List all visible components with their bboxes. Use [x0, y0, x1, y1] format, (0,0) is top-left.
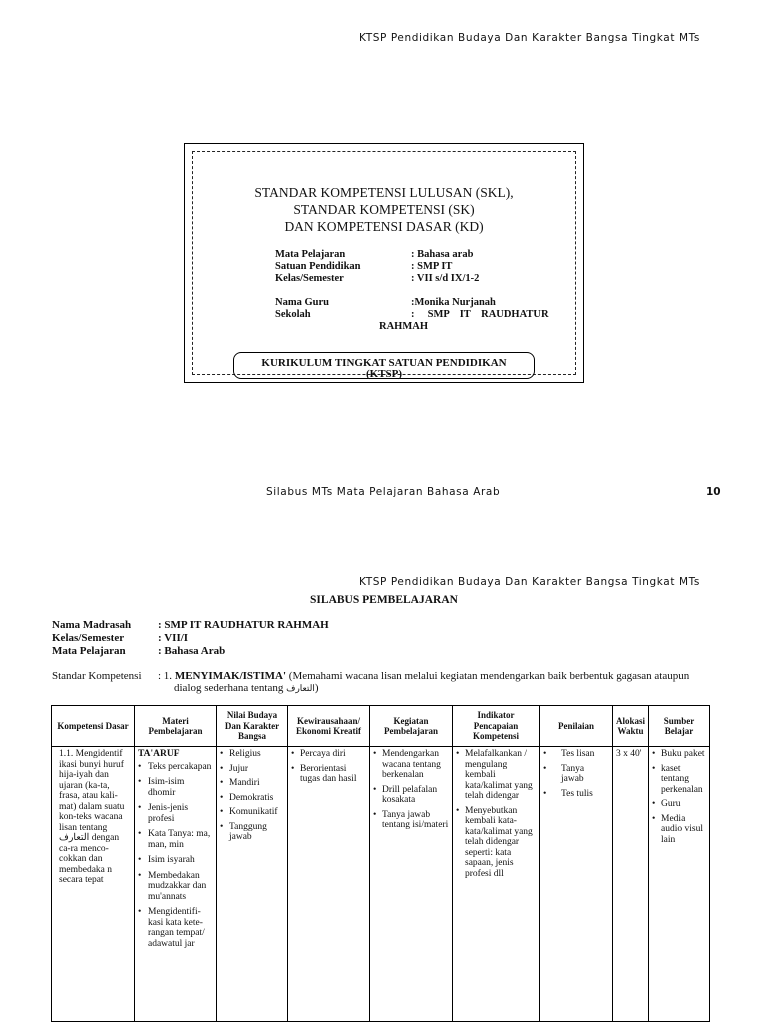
cell-materi	[135, 747, 217, 1022]
col-header: Alokasi Waktu	[613, 706, 649, 747]
kurikulum-label: KURIKULUM TINGKAT SATUAN PENDIDIKAN	[261, 357, 507, 369]
cover-frame	[184, 143, 584, 383]
list-item: • Jujur	[220, 764, 284, 775]
page-footer: Silabus MTs Mata Pelajaran Bahasa Arab	[266, 486, 501, 498]
kegiatan-list	[373, 749, 449, 831]
cover-title-line: STANDAR KOMPETENSI (SK)	[293, 202, 475, 217]
cover-title-line: DAN KOMPETENSI DASAR (KD)	[284, 219, 484, 234]
kewirausahaan-list	[291, 749, 366, 785]
page-header-2: KTSP Pendidikan Budaya Dan Karakter Bangsa Tingkat MTs	[359, 576, 700, 588]
list-item: • Tanya jawab tentang isi/materi	[373, 810, 449, 831]
list-item: • Komunikatif	[220, 807, 284, 818]
cover-title-line: STANDAR KOMPETENSI LULUSAN (SKL),	[254, 185, 514, 200]
syllabus-table	[51, 705, 710, 1022]
cover-field-sekolah-cont: RAHMAH	[379, 321, 428, 332]
cell-nilai-budaya	[217, 747, 288, 1022]
list-item: • Religius	[220, 749, 284, 760]
info-madrasah: Nama Madrasah : SMP IT RAUDHATUR RAHMAH	[52, 619, 329, 631]
list-item: • Tes lisan	[543, 749, 609, 760]
kurikulum-box	[233, 352, 535, 379]
col-header: Penilaian	[540, 706, 613, 747]
info-mapel: Mata Pelajaran : Bahasa Arab	[52, 645, 226, 657]
list-item: • Buku paket	[652, 749, 706, 760]
list-item: • Drill pelafalan kosakata	[373, 785, 449, 806]
cover-title	[193, 184, 575, 235]
cell-penilaian	[540, 747, 613, 1022]
list-item: • Tanggung jawab	[220, 822, 284, 843]
cell-sumber	[649, 747, 710, 1022]
page-header: KTSP Pendidikan Budaya Dan Karakter Bangsa Tingkat MTs	[359, 32, 700, 44]
info-kelas: Kelas/Semester : VII/I	[52, 632, 189, 644]
list-item: • Berorientasi tugas dan hasil	[291, 764, 366, 785]
cell-kewirausahaan	[288, 747, 370, 1022]
col-header: Indikator Pencapaian Kompetensi	[453, 706, 540, 747]
list-item: • Jenis-jenis profesi	[138, 803, 213, 824]
list-item: • Tanya jawab	[543, 764, 609, 785]
cover-inner-frame	[192, 151, 576, 380]
col-header: Kompetensi Dasar	[52, 706, 135, 747]
sk-value: : 1. MENYIMAK/ISTIMA' (Memahami wacana lisan melalui kegiatan mendengarkan baik berbentuk gagasan ataupun dialog sederhana tentang التعارف)	[158, 670, 690, 694]
cover-field-mapel: Mata Pelajaran : Bahasa arab	[275, 249, 474, 260]
cover-field-satuan: Satuan Pendidikan : SMP IT	[275, 261, 453, 272]
cell-indikator	[453, 747, 540, 1022]
list-item: • Mendengarkan wacana tentang berkenalan	[373, 749, 449, 781]
list-item: • Percaya diri	[291, 749, 366, 760]
standar-kompetensi	[52, 670, 712, 694]
list-item: • Demokratis	[220, 793, 284, 804]
list-item: • Mengidentifi-kasi kata kete-rangan tempat/ adawatul jar	[138, 907, 213, 949]
list-item: • Media audio visul lain	[652, 814, 706, 846]
sk-label: Standar Kompetensi	[52, 670, 142, 682]
kurikulum-abbr: (KTSP)	[365, 368, 403, 380]
materi-list	[138, 762, 213, 950]
penilaian-list	[543, 749, 609, 799]
col-header: Sumber Belajar	[649, 706, 710, 747]
materi-heading: TA'ARUF	[138, 749, 180, 759]
list-item: • Guru	[652, 799, 706, 810]
cover-field-guru: Nama Guru :Monika Nurjanah	[275, 297, 496, 308]
col-header: Materi Pembelajaran	[135, 706, 217, 747]
silabus-title: SILABUS PEMBELAJARAN	[310, 594, 458, 606]
table-header-row	[52, 706, 710, 747]
list-item: • Menyebutkan kembali kata-kata/kalimat yang telah didengar seperti: kata sapaan, jenis profesi dll	[456, 806, 536, 880]
sumber-list	[652, 749, 706, 845]
cover-field-sekolah: Sekolah : SMP IT RAUDHATUR	[275, 309, 549, 320]
indikator-list	[456, 749, 536, 879]
col-header: Kegiatan Pembelajaran	[370, 706, 453, 747]
list-item: • Membedakan mudzakkar dan mu'annats	[138, 871, 213, 903]
col-header: Nilai Budaya Dan Karakter Bangsa	[217, 706, 288, 747]
list-item: • Teks percakapan	[138, 762, 213, 773]
list-item: • Tes tulis	[543, 789, 609, 800]
list-item: • Isim isyarah	[138, 855, 213, 866]
list-item: • Kata Tanya: ma, man, min	[138, 829, 213, 850]
list-item: • Melafalkankan / mengulang kembali kata/kalimat yang telah didengar	[456, 749, 536, 802]
cell-kompetensi-dasar: 1.1. Mengidentif ikasi bunyi huruf hija-iyah dan ujaran (ka-ta, frasa, atau kali-mat) dalam suatu kon-teks wacana lisan tentang التعارف dengan ca-ra menco-cokkan dan membedaka n secara tepat	[52, 747, 135, 1022]
cover-field-kelas: Kelas/Semester : VII s/d IX/1-2	[275, 273, 480, 284]
cell-alokasi: 3 x 40'	[613, 747, 649, 1022]
cell-kegiatan	[370, 747, 453, 1022]
list-item: • Mandiri	[220, 778, 284, 789]
page-number: 10	[706, 486, 721, 498]
table-row	[52, 747, 710, 1022]
list-item: • Isim-isim dhomir	[138, 777, 213, 798]
nilai-list	[220, 749, 284, 843]
col-header: Kewirausahaan/ Ekonomi Kreatif	[288, 706, 370, 747]
list-item: • kaset tentang perkenalan	[652, 764, 706, 796]
